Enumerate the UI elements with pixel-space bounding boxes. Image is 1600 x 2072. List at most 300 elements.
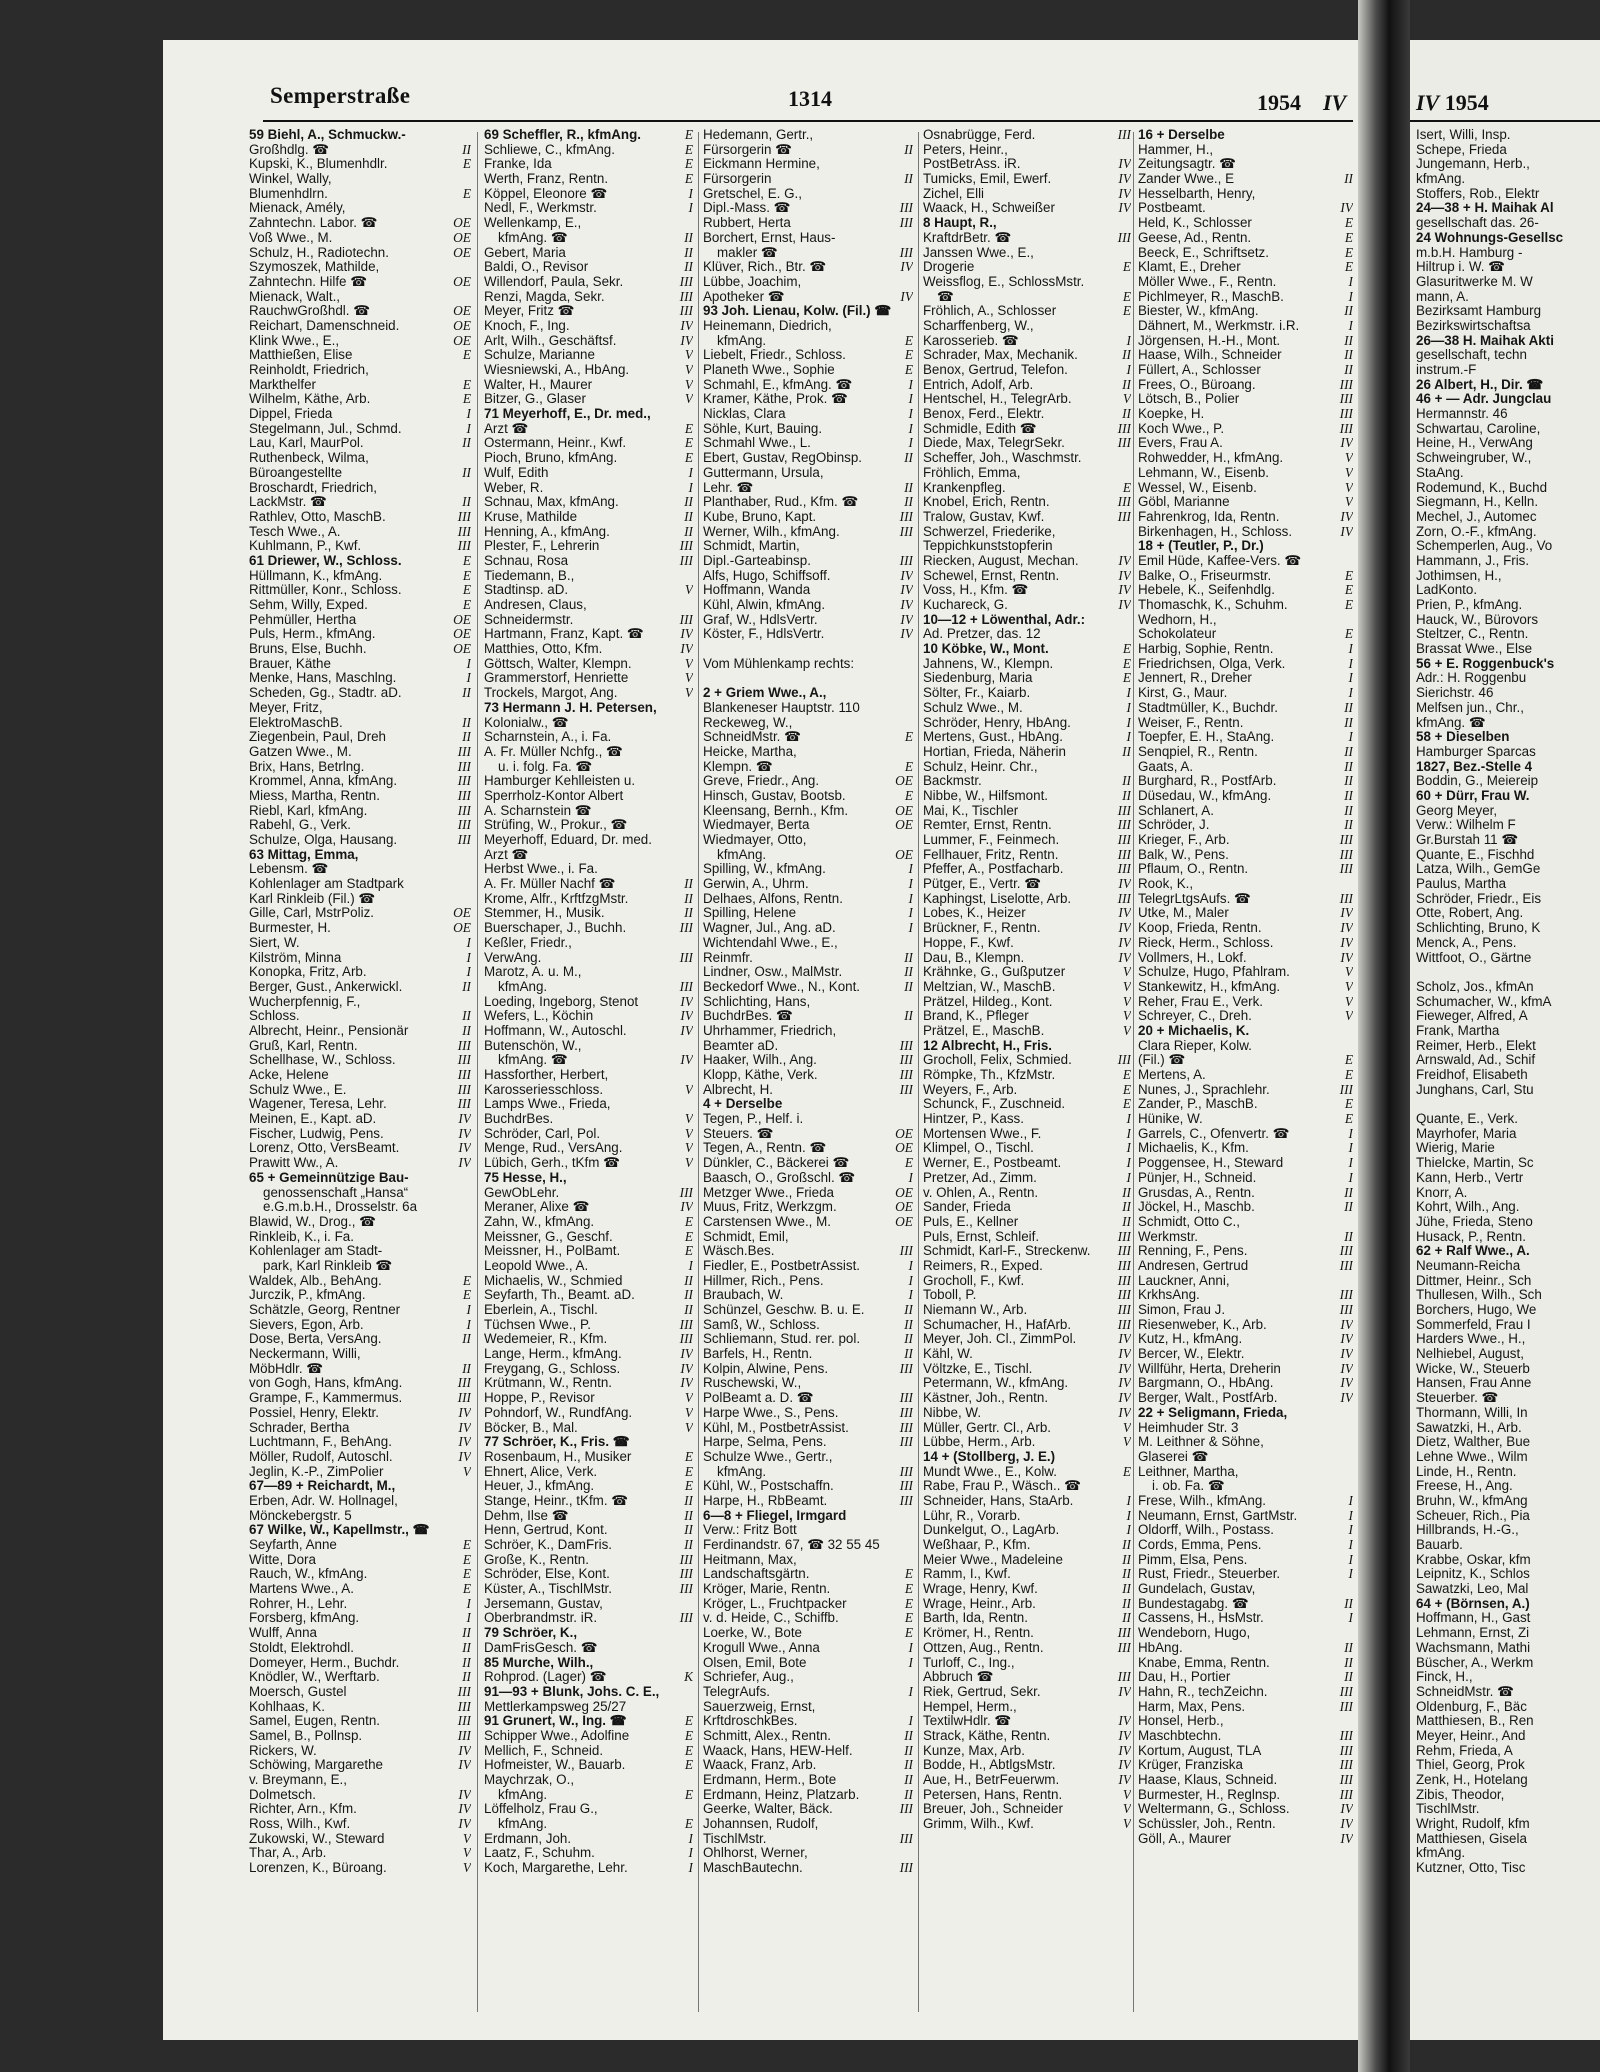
entry-text: Hintzer, P., Kass.	[923, 1112, 1024, 1127]
directory-entry	[484, 554, 693, 569]
directory-entry	[703, 1171, 913, 1186]
facing-entry: StaAng.	[1416, 465, 1464, 480]
directory-entry	[484, 1024, 693, 1039]
entry-text: Siert, W.	[249, 935, 300, 950]
directory-entry	[484, 1494, 693, 1509]
floor-marker: II	[1344, 803, 1353, 818]
directory-entry	[484, 1141, 693, 1156]
floor-marker: E	[684, 1229, 693, 1244]
directory-entry	[1138, 598, 1353, 613]
entry-text: Leopold Wwe., A.	[484, 1258, 589, 1273]
entry-text: Schmahl, E., kfmAng. ☎	[703, 377, 853, 392]
directory-entry	[1138, 1465, 1353, 1480]
entry-text: 16 + Derselbe	[1138, 128, 1225, 142]
directory-entry	[703, 1450, 913, 1465]
entry-text: Lehr. ☎	[703, 480, 754, 495]
directory-entry	[923, 363, 1131, 378]
floor-marker: I	[466, 671, 471, 686]
floor-marker: I	[466, 421, 471, 436]
floor-marker: V	[1122, 1009, 1131, 1024]
floor-marker: I	[1126, 1126, 1131, 1141]
directory-entry	[923, 995, 1131, 1010]
directory-entry	[249, 730, 471, 745]
directory-entry	[249, 216, 471, 231]
directory-entry	[703, 1318, 913, 1333]
directory-entry	[703, 1097, 913, 1112]
floor-marker: E	[684, 1449, 693, 1464]
floor-marker: IV	[1340, 1831, 1353, 1846]
floor-marker: I	[1348, 274, 1353, 289]
directory-entry	[1138, 304, 1353, 319]
directory-entry	[484, 436, 693, 451]
entry-text: 4 + Derselbe	[703, 1097, 783, 1112]
directory-entry	[484, 334, 693, 349]
entry-text: Haase, Klaus, Schneid.	[1138, 1773, 1278, 1787]
entry-text: Gille, Carl, MstrPoliz.	[249, 906, 374, 921]
entry-text: Ohlhorst, Werner,	[703, 1846, 808, 1861]
entry-text: Michaelis, W., Schmied	[484, 1273, 623, 1288]
directory-entry	[923, 1509, 1131, 1524]
directory-entry	[703, 804, 913, 819]
entry-text: Fiedler, E., PostbetrAssist.	[703, 1258, 861, 1273]
entry-text: Wulff, Anna	[249, 1626, 317, 1641]
directory-entry	[703, 730, 913, 745]
floor-marker: V	[1122, 1435, 1131, 1450]
directory-entry	[484, 1186, 693, 1201]
facing-entry: Büscher, A., Werkm	[1416, 1655, 1534, 1670]
floor-marker: I	[1126, 715, 1131, 730]
directory-entry	[484, 1259, 693, 1274]
directory-entry	[249, 804, 471, 819]
entry-text: SchneidMstr. ☎	[703, 730, 801, 745]
directory-entry	[923, 1024, 1131, 1039]
floor-marker: V	[684, 1391, 693, 1406]
entry-text: Carstensen Wwe., M.	[703, 1214, 831, 1229]
entry-text: Rohprod. (Lager) ☎	[484, 1670, 607, 1685]
facing-entry: Neumann-Reicha	[1416, 1258, 1521, 1273]
floor-marker: IV	[1118, 877, 1131, 892]
floor-marker: I	[908, 1684, 913, 1699]
facing-entry: Menck, A., Pens.	[1416, 935, 1517, 950]
directory-column-1	[249, 128, 471, 1876]
directory-entry	[1138, 1186, 1353, 1201]
floor-marker: IV	[1118, 1743, 1131, 1758]
entry-text: Grusdas, A., Rentn.	[1138, 1185, 1255, 1200]
directory-entry	[249, 1700, 471, 1715]
floor-marker: I	[1348, 1567, 1353, 1582]
floor-marker: I	[908, 421, 913, 436]
directory-entry	[1138, 760, 1353, 775]
entry-text: Nunes, J., Sprachlehr.	[1138, 1082, 1270, 1097]
floor-marker: II	[1344, 774, 1353, 789]
directory-entry	[249, 1186, 471, 1201]
directory-entry	[703, 290, 913, 305]
facing-entry	[1416, 965, 1563, 980]
entry-text: Meraner, Alixe ☎	[484, 1200, 590, 1215]
entry-text: Backmstr.	[923, 774, 982, 789]
entry-text: Weiser, F., Rentn.	[1138, 715, 1244, 730]
directory-entry	[703, 1215, 913, 1230]
entry-text: kfmAng.	[717, 333, 767, 348]
entry-text: Waack, H., Schweißer	[923, 201, 1055, 216]
directory-entry	[484, 1846, 693, 1861]
floor-marker: II	[462, 979, 471, 994]
floor-marker: III	[1117, 230, 1131, 245]
directory-entry	[923, 554, 1131, 569]
directory-entry	[249, 906, 471, 921]
directory-entry	[484, 818, 693, 833]
directory-entry	[703, 510, 913, 525]
entry-text: 59 Biehl, A., Schmuckw.-	[249, 128, 406, 142]
entry-text: Meissner, H., PolBamt.	[484, 1244, 621, 1259]
directory-entry	[703, 1538, 913, 1553]
entry-text: kfmAng. ☎	[498, 1053, 568, 1068]
directory-entry	[1138, 1332, 1353, 1347]
entry-text: Bundestagabg. ☎	[1138, 1596, 1249, 1611]
entry-text: Reinmfr.	[703, 950, 753, 965]
entry-text: Pünjer, H., Schneid.	[1138, 1170, 1257, 1185]
directory-entry	[1138, 1112, 1353, 1127]
entry-text: Schwerzel, Friederike,	[923, 524, 1056, 539]
directory-entry	[703, 1656, 913, 1671]
entry-text: Schlichting, Hans,	[703, 994, 811, 1009]
directory-entry	[703, 1773, 913, 1788]
floor-marker: III	[679, 1611, 693, 1626]
floor-marker: I	[1126, 1170, 1131, 1185]
entry-text: HbAng.	[1138, 1640, 1183, 1655]
entry-text: Winkel, Wally,	[249, 172, 332, 187]
directory-entry	[703, 1626, 913, 1641]
entry-text: Gerwin, A., Uhrm.	[703, 877, 809, 892]
entry-text: Leithner, Martha,	[1138, 1464, 1239, 1479]
entry-text: Schmidt, Martin,	[703, 539, 800, 554]
directory-entry	[1138, 260, 1353, 275]
facing-entry: Glasuritwerke M. W	[1416, 274, 1533, 289]
floor-marker: E	[684, 451, 693, 466]
entry-text: Janssen Wwe., E.,	[923, 245, 1034, 260]
directory-entry	[484, 1303, 693, 1318]
directory-entry	[249, 1274, 471, 1289]
directory-entry	[703, 1846, 913, 1861]
facing-entry: Bezirksamt Hamburg	[1416, 304, 1542, 319]
directory-entry	[923, 877, 1131, 892]
directory-entry	[249, 304, 471, 319]
floor-marker: V	[1122, 1420, 1131, 1435]
directory-entry	[249, 1553, 471, 1568]
entry-text: Schulze, Olga, Hausang.	[249, 833, 398, 847]
facing-entry: Schemperlen, Aug., Vo	[1416, 539, 1553, 554]
directory-entry	[249, 642, 471, 657]
floor-marker: IV	[1340, 436, 1353, 451]
directory-entry	[484, 1861, 693, 1876]
floor-marker: II	[1344, 1185, 1353, 1200]
entry-text: Schröer, K., DamFris.	[484, 1538, 612, 1552]
floor-marker: I	[466, 1303, 471, 1317]
entry-text: Loerke, W., Bote	[703, 1626, 802, 1641]
directory-entry	[923, 1597, 1131, 1612]
facing-entry: Lehmann, Ernst, Zi	[1416, 1626, 1530, 1641]
entry-text: Scheden, Gg., Stadtr. aD.	[249, 686, 402, 701]
volume-label: IV	[1323, 90, 1347, 115]
entry-text: Johannsen, Rudolf,	[703, 1817, 819, 1832]
floor-marker: I	[1126, 1523, 1131, 1538]
entry-text: MöbHdlr. ☎	[249, 1361, 323, 1376]
directory-entry	[484, 642, 693, 657]
entry-text: Wedemeier, R., Kfm.	[484, 1332, 608, 1347]
directory-entry	[1138, 451, 1353, 466]
directory-entry	[923, 1097, 1131, 1112]
directory-entry	[484, 1362, 693, 1377]
facing-entry: 56 + E. Roggenbuck's	[1416, 656, 1555, 671]
directory-entry	[703, 157, 913, 172]
floor-marker: V	[1344, 1009, 1353, 1024]
facing-entry: TischlMstr.	[1416, 1802, 1480, 1817]
floor-marker: III	[1117, 1640, 1131, 1655]
entry-text: Mundt Wwe., E., Kolw.	[923, 1464, 1057, 1479]
floor-marker: IV	[1118, 935, 1131, 950]
directory-entry	[703, 1376, 913, 1391]
year-label: 1954	[1257, 90, 1301, 115]
floor-marker: V	[684, 1082, 693, 1097]
entry-text: PolBeamt a. D. ☎	[703, 1391, 814, 1406]
entry-text: Keßler, Friedr.,	[484, 935, 572, 950]
entry-text: Lorenz, Otto, VersBeamt.	[249, 1141, 400, 1156]
floor-marker: III	[1339, 1082, 1353, 1097]
entry-text: Rieck, Herm., Schloss.	[1138, 935, 1274, 950]
facing-entry: Scheuer, Rich., Pia	[1416, 1508, 1530, 1523]
floor-marker: I	[1126, 730, 1131, 745]
floor-marker: I	[908, 1258, 913, 1273]
floor-marker: IV	[680, 1200, 693, 1215]
directory-entry	[249, 1288, 471, 1303]
facing-entry: Isert, Willi, Insp.	[1416, 128, 1511, 142]
facing-entry: Jungemann, Herb.,	[1416, 157, 1530, 172]
directory-entry	[484, 906, 693, 921]
directory-entry	[923, 1744, 1131, 1759]
directory-entry	[923, 1758, 1131, 1773]
entry-text: Braubach, W.	[703, 1288, 784, 1303]
floor-marker: E	[462, 583, 471, 598]
directory-entry	[703, 334, 913, 349]
directory-entry	[703, 378, 913, 393]
entry-text: Wrage, Henry, Kwf.	[923, 1582, 1038, 1597]
directory-entry	[923, 275, 1131, 290]
directory-entry	[249, 466, 471, 481]
floor-marker: E	[1122, 1464, 1131, 1479]
entry-text: Brückner, F., Rentn.	[923, 921, 1041, 936]
floor-marker: II	[462, 730, 471, 745]
directory-entry	[923, 1156, 1131, 1171]
floor-marker: I	[466, 950, 471, 965]
entry-text: Kühl, W., Postschaffn.	[703, 1479, 834, 1494]
facing-entry: Thiel, Georg, Prok	[1416, 1758, 1525, 1773]
floor-marker: V	[684, 392, 693, 407]
entry-text: Postbeamt.	[1138, 201, 1206, 216]
directory-entry	[703, 774, 913, 789]
entry-text: Fahrenkrog, Ida, Rentn.	[1138, 509, 1280, 524]
directory-entry	[484, 1288, 693, 1303]
floor-marker: III	[1117, 1626, 1131, 1641]
floor-marker: III	[899, 1082, 913, 1097]
floor-marker: I	[466, 935, 471, 950]
entry-text: Heitmann, Max,	[703, 1552, 797, 1567]
floor-marker: E	[1344, 583, 1353, 598]
directory-entry	[484, 1670, 693, 1685]
floor-marker: V	[462, 1464, 471, 1479]
floor-marker: II	[904, 1347, 913, 1362]
floor-marker: I	[1348, 1141, 1353, 1156]
directory-entry	[484, 1509, 693, 1524]
entry-text: A. Fr. Müller Nachf ☎	[484, 877, 616, 892]
floor-marker: III	[899, 216, 913, 231]
floor-marker: II	[1344, 700, 1353, 715]
entry-text: GewObLehr.	[484, 1185, 560, 1200]
directory-entry	[1138, 877, 1353, 892]
entry-text: Krome, Alfr., KrftfzgMstr.	[484, 891, 629, 906]
entry-text: Schröder, Henry, HbAng.	[923, 715, 1071, 730]
directory-entry	[923, 774, 1131, 789]
directory-entry	[484, 1773, 693, 1788]
directory-entry	[703, 1391, 913, 1406]
directory-entry	[249, 686, 471, 701]
directory-entry	[249, 451, 471, 466]
floor-marker: IV	[1340, 935, 1353, 950]
directory-entry	[484, 1729, 693, 1744]
floor-marker: V	[1344, 465, 1353, 480]
directory-entry	[484, 1274, 693, 1289]
facing-entry: 64 + (Börnsen, A.)	[1416, 1596, 1530, 1611]
floor-marker: E	[904, 1626, 913, 1641]
directory-entry	[249, 495, 471, 510]
floor-marker: IV	[1340, 1802, 1353, 1817]
entry-text: Werkmstr.	[1138, 1229, 1199, 1244]
entry-text: RauchwGroßhdl. ☎	[249, 304, 370, 319]
directory-entry	[703, 1200, 913, 1215]
entry-text: Burmester, H.	[249, 921, 331, 936]
directory-entry	[703, 613, 913, 628]
directory-entry	[1138, 143, 1353, 158]
entry-text: Hentschel, H., TelegrArb.	[923, 392, 1072, 407]
entry-text: 71 Meyerhoff, E., Dr. med.,	[484, 407, 651, 422]
entry-text: Rathlev, Otto, MaschB.	[249, 509, 386, 524]
entry-text: Wiedmayer, Otto,	[703, 833, 807, 847]
entry-text: Schnau, Max, kfmAng.	[484, 495, 619, 510]
facing-entry: instrum.-F	[1416, 363, 1477, 377]
floor-marker: E	[1344, 1112, 1353, 1127]
directory-entry	[703, 1788, 913, 1803]
entry-text: Wrage, Heinr., Arb.	[923, 1596, 1036, 1611]
directory-entry	[923, 671, 1131, 686]
directory-entry	[703, 1817, 913, 1832]
entry-text: Buerschaper, J., Buchh.	[484, 921, 627, 936]
floor-marker: I	[1348, 1611, 1353, 1626]
entry-text: Lebensm. ☎	[249, 862, 329, 877]
floor-marker: IV	[1340, 1376, 1353, 1391]
directory-entry	[249, 1685, 471, 1700]
facing-entry: Hammann, J., Fris.	[1416, 553, 1530, 568]
facing-entry: Gr.Burstah 11 ☎	[1416, 833, 1519, 847]
entry-text: Rittmüller, Konr., Schloss.	[249, 583, 402, 598]
floor-marker: E	[684, 1728, 693, 1743]
entry-text: Koop, Frieda, Rentn.	[1138, 921, 1262, 936]
floor-marker: III	[457, 774, 471, 789]
directory-entry	[923, 1274, 1131, 1289]
facing-entry: Borchers, Hugo, We	[1416, 1303, 1537, 1317]
facing-entry: 24 Wohnungs-Gesellsc	[1416, 230, 1564, 245]
directory-entry	[484, 745, 693, 760]
floor-marker: III	[899, 1068, 913, 1082]
entry-text: Schneidermstr.	[484, 612, 574, 627]
directory-entry	[1138, 716, 1353, 731]
directory-entry	[1138, 1494, 1353, 1509]
entry-text: Gaats, A.	[1138, 759, 1194, 774]
entry-text: Krömer, H., Rentn.	[923, 1626, 1034, 1641]
directory-entry	[484, 862, 693, 877]
directory-entry	[1138, 378, 1353, 393]
entry-text: Samel, Eugen, Rentn.	[249, 1714, 381, 1729]
entry-text: Weßhaar, P., Kfm.	[923, 1538, 1031, 1552]
directory-entry	[923, 745, 1131, 760]
entry-text: Utke, M., Maler	[1138, 906, 1229, 921]
floor-marker: IV	[900, 583, 913, 598]
floor-marker: III	[679, 1317, 693, 1332]
directory-entry	[703, 1009, 913, 1024]
directory-entry	[249, 1450, 471, 1465]
directory-entry	[249, 1112, 471, 1127]
floor-marker: IV	[1340, 1347, 1353, 1362]
directory-entry	[249, 569, 471, 584]
floor-marker: E	[1344, 245, 1353, 260]
directory-entry	[1138, 980, 1353, 995]
directory-entry	[703, 1479, 913, 1494]
entry-text: Eberlein, A., Tischl.	[484, 1303, 598, 1317]
directory-entry	[249, 862, 471, 877]
directory-entry	[923, 848, 1131, 863]
directory-entry	[249, 422, 471, 437]
facing-entry: Dittmer, Heinr., Sch	[1416, 1273, 1532, 1288]
directory-entry	[1138, 1788, 1353, 1803]
floor-marker: I	[908, 1714, 913, 1729]
floor-marker: IV	[458, 1405, 471, 1420]
floor-marker: III	[457, 818, 471, 833]
floor-marker: V	[1344, 994, 1353, 1009]
entry-text: Haaker, Wilh., Ang.	[703, 1053, 817, 1068]
directory-entry	[1138, 1832, 1353, 1847]
directory-entry	[703, 1303, 913, 1318]
facing-entry: Schumacher, W., kfmA	[1416, 994, 1552, 1009]
facing-entry: Schlichting, Bruno, K	[1416, 921, 1541, 936]
directory-entry	[249, 172, 471, 187]
entry-text: 6—8 + Fliegel, Irmgard	[703, 1508, 847, 1523]
floor-marker: V	[1344, 451, 1353, 466]
entry-text: Walter, H., Maurer	[484, 377, 593, 392]
directory-entry	[249, 671, 471, 686]
entry-text: Schulz, H., Radiotechn.	[249, 245, 389, 260]
floor-marker: III	[679, 921, 693, 936]
directory-entry	[703, 466, 913, 481]
directory-entry	[249, 525, 471, 540]
entry-text: Berger, Walt., PostfArb.	[1138, 1391, 1278, 1406]
floor-marker: III	[679, 553, 693, 568]
facing-entry: Wicke, W., Steuerb	[1416, 1361, 1530, 1376]
facing-entry: Mayrhofer, Maria	[1416, 1126, 1517, 1141]
floor-marker: IV	[458, 1126, 471, 1141]
entry-text: Karosserieb. ☎	[923, 333, 1019, 348]
floor-marker: I	[688, 186, 693, 201]
entry-text: Wagener, Teresa, Lehr.	[249, 1097, 387, 1112]
directory-entry	[1138, 216, 1353, 231]
floor-marker: V	[684, 583, 693, 598]
